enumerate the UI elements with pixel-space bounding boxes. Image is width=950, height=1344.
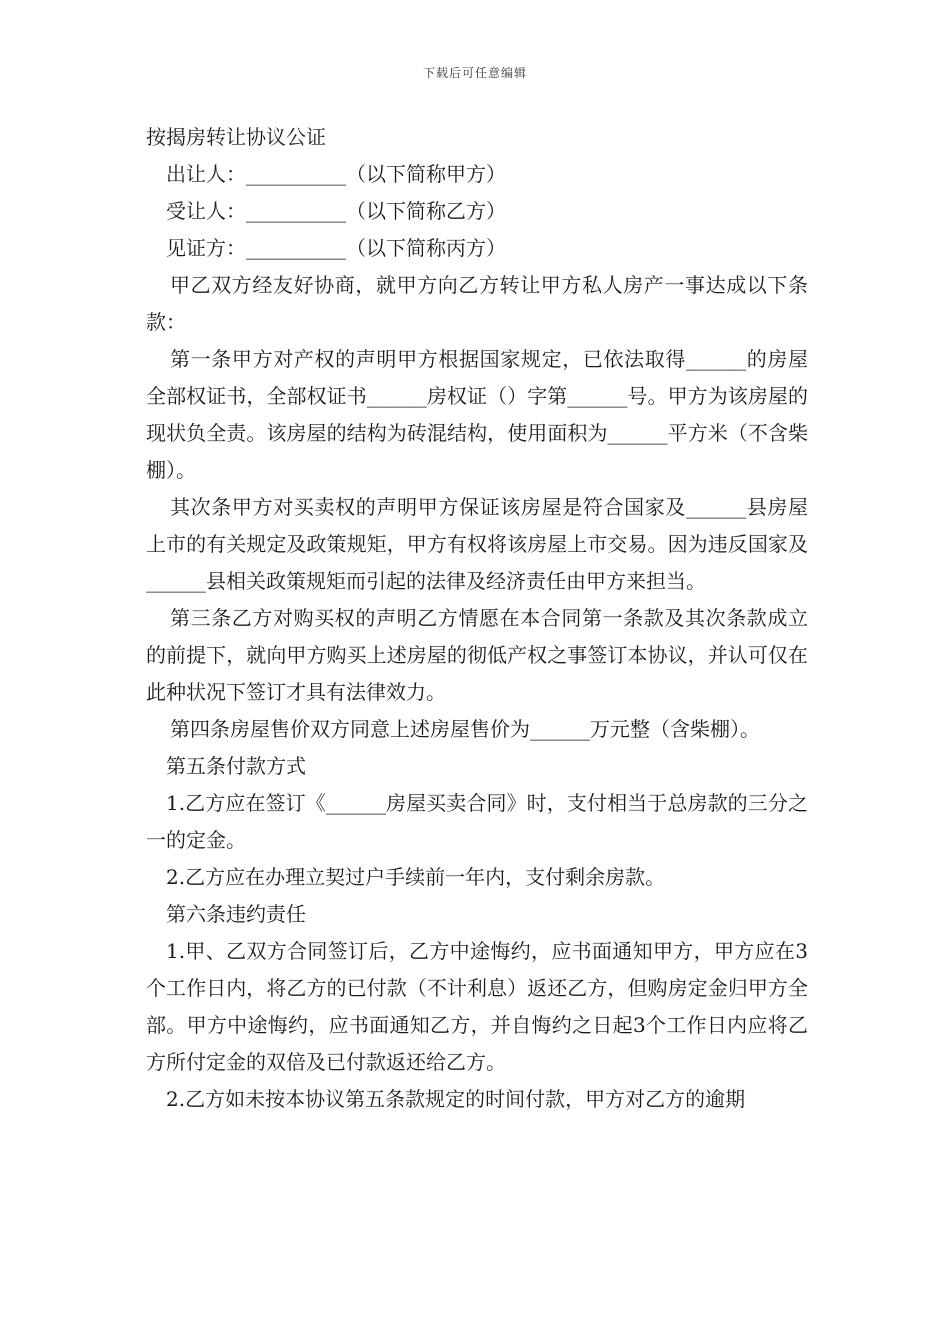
document-body (146, 119, 808, 1118)
article-5-item-2: 2.乙方应在办理立契过户手续前一年内，支付剩余房款。 (166, 865, 666, 889)
article-6-item-1: 1.甲、乙双方合同签订后，乙方中途悔约，应书面通知甲方，甲方应在3个工作日内，将乙方的已付款（不计利息）返还乙方，但购房定金归甲方全部。甲方中途悔约，应书面通知乙方，并自悔约之日起3个工作日内应将乙方所付定金的双倍及已付款返还给乙方。 (146, 939, 808, 1074)
article-6-item-2: 2.乙方如未按本协议第五条款规定的时间付款，甲方对乙方的逾期 (166, 1087, 746, 1111)
article-1-paragraph: 第一条甲方对产权的声明甲方根据国家规定，已依法取得______的房屋全部权证书，全部权证书______房权证（）字第______号。甲方为该房屋的现状负全责。该房屋的结构为砖混结构，使用面积为______平方米（不含柴棚）。 (146, 347, 808, 482)
party-transferor: 出让人：__________（以下简称甲方） (166, 162, 506, 186)
party-witness: 见证方：__________（以下简称丙方） (166, 236, 506, 260)
preamble-paragraph: 甲乙双方经友好协商，就甲方向乙方转让甲方私人房产一事达成以下条款： (146, 273, 808, 334)
article-5-item-1: 1.乙方应在签订《______房屋买卖合同》时，支付相当于总房款的三分之一的定金。 (146, 791, 808, 852)
document-title: 按揭房转让协议公证 (146, 125, 326, 149)
page-header: 下载后可任意编辑 (422, 66, 527, 80)
article-5-heading: 第五条付款方式 (166, 754, 306, 778)
article-2-paragraph: 其次条甲方对买卖权的声明甲方保证该房屋是符合国家及______县房屋上市的有关规定及政策规矩，甲方有权将该房屋上市交易。因为违反国家及______县相关政策规矩而引起的法律及经济责任由甲方来担当。 (146, 495, 808, 593)
party-transferee: 受让人：__________（以下简称乙方） (166, 199, 506, 223)
article-4-paragraph: 第四条房屋售价双方同意上述房屋售价为______万元整（含柴棚）。 (170, 717, 760, 741)
article-6-heading: 第六条违约责任 (166, 902, 306, 926)
article-3-paragraph: 第三条乙方对购买权的声明乙方情愿在本合同第一条款及其次条款成立的前提下，就向甲方购买上述房屋的彻低产权之事签订本协议，并认可仅在此种状况下签订才具有法律效力。 (146, 606, 808, 704)
